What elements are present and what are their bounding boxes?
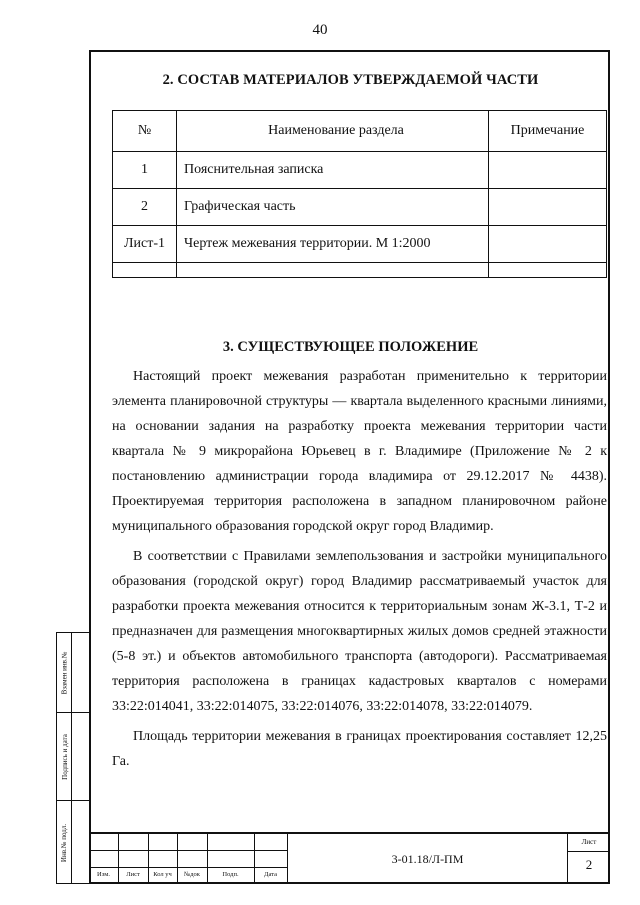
tb-label-change: Изм. (97, 871, 110, 878)
row-number (113, 263, 177, 278)
header-note: Примечание (489, 111, 607, 152)
section3-body (112, 364, 607, 774)
tb-label-signature: Подп. (222, 871, 239, 878)
paragraph-zoning: В соответствии с Правилами землепользования и застройки муниципального образования (городской округ) город Владимир рассматриваемый участок для разработки проекта межевания относится к территориальным зонам Ж-3.1, Т-2 и предназначен для размещения многоквартирных жилых домов средней этажности (5-8 эт.) и объектов автомобильного транспорта (автодороги). Рассматриваемая территория расположена в границах кадастровых кварталов с номерами 33:22:014041, 33:22:014075, 33:22:014076, 33:22:014078, 33:22:014079. (112, 549, 607, 714)
row-number: Лист-1 (113, 226, 177, 263)
table-header-row (113, 111, 607, 152)
header-section-name: Наименование раздела (177, 111, 489, 152)
revision-grid (89, 834, 287, 884)
tb-label-sheet: Лист (126, 871, 140, 878)
tb-label-date: Дата (264, 871, 277, 878)
row-note (489, 189, 607, 226)
side-label-inv-original: Инв.№ подл. (60, 823, 69, 863)
tb-label-count: Кол уч (153, 871, 172, 878)
table-row (113, 152, 607, 189)
sheet-box (567, 834, 610, 884)
row-name: Пояснительная записка (177, 152, 489, 189)
materials-table (112, 110, 607, 278)
row-note (489, 226, 607, 263)
section2-title: 2. СОСТАВ МАТЕРИАЛОВ УТВЕРЖДАЕМОЙ ЧАСТИ (162, 72, 539, 88)
side-stamp (56, 632, 89, 884)
row-note (489, 263, 607, 278)
document-code: 3-01.18/Л-ПМ (287, 834, 567, 884)
side-label-replace-inv: Взамен инв.№ (60, 651, 69, 695)
table-row (113, 189, 607, 226)
section3-title: 3. СУЩЕСТВУЮЩЕЕ ПОЛОЖЕНИЕ (222, 339, 479, 355)
tb-label-doc-number: №док (184, 871, 200, 878)
page-number: 40 (312, 22, 328, 38)
row-name (177, 263, 489, 278)
side-label-signature-date: Подпись и дата (60, 734, 69, 780)
table-row-empty (113, 263, 607, 278)
paragraph-area: Площадь территории межевания в границах проектирования составляет 12,25 Га. (112, 729, 607, 769)
row-number: 2 (113, 189, 177, 226)
table-row (113, 226, 607, 263)
row-number: 1 (113, 152, 177, 189)
title-block (89, 832, 610, 884)
sheet-number: 2 (585, 857, 593, 872)
row-name: Графическая часть (177, 189, 489, 226)
sheet-label: Лист (581, 838, 597, 846)
row-note (489, 152, 607, 189)
row-name: Чертеж межевания территории. М 1:2000 (177, 226, 489, 263)
header-number: № (113, 111, 177, 152)
paragraph-project-basis: Настоящий проект межевания разработан применительно к территории элемента планировочной структуры — квартала выделенного красными линиями, на основании задания на разработку проекта межевания территории части квартала № 9 микрорайона Юрьевец в г. Владимире (Приложение № 2 к постановлению администрации города владимира от 29.12.2017 № 4438). Проектируемая территория расположена в западном планировочном районе муниципального образования городской округ город Владимир. (112, 369, 607, 534)
